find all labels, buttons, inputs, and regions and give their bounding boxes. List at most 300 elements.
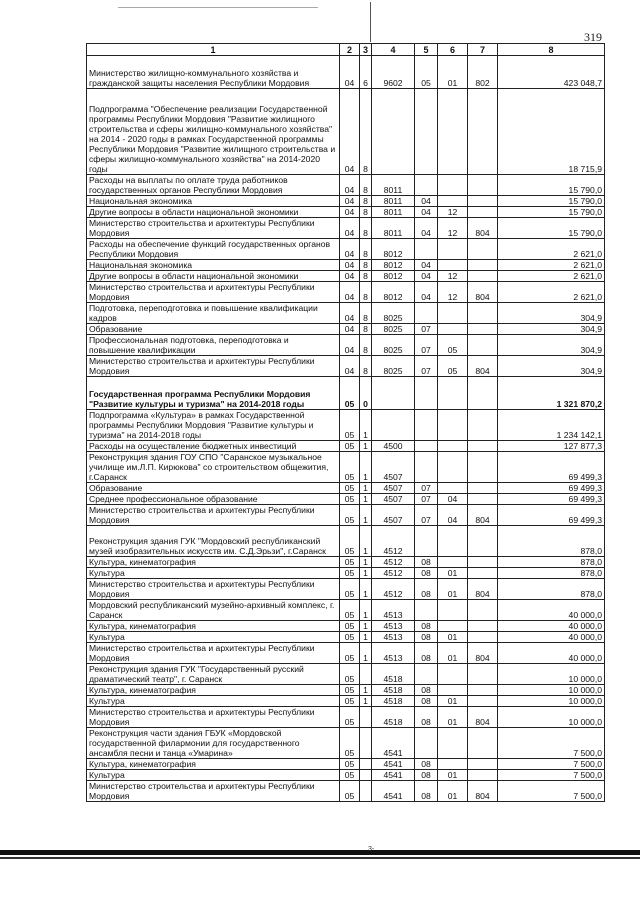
table-row [87,759,605,770]
table-row [87,56,605,89]
row-code-3: 8 [360,335,372,356]
table-row [87,526,605,557]
table-row [87,175,605,196]
row-code-7 [468,452,498,483]
row-code-3: 8 [360,356,372,377]
row-name-cell: Образование [87,483,340,494]
row-code-3: 1 [360,696,372,707]
row-amount: 15 790,0 [498,207,605,218]
row-code-4: 4513 [372,600,415,621]
row-code-3: 1 [360,505,372,526]
row-amount: 2 621,0 [498,260,605,271]
row-code-3: 8 [360,175,372,196]
header-col-4: 4 [372,44,415,56]
row-code-5: 07 [415,335,438,356]
row-amount: 878,0 [498,526,605,557]
header-col-1: 1 [87,44,340,56]
row-amount: 304,9 [498,324,605,335]
table-row [87,324,605,335]
row-code-3: 8 [360,303,372,324]
row-code-2: 05 [340,579,360,600]
row-code-5: 08 [415,770,438,781]
row-amount: 10 000,0 [498,696,605,707]
row-code-6 [438,175,468,196]
bottom-scan-rule-thin [0,857,640,859]
row-code-6: 05 [438,335,468,356]
table-row [87,207,605,218]
row-code-4: 4513 [372,621,415,632]
row-code-6 [438,303,468,324]
row-code-4: 4518 [372,685,415,696]
row-code-3: 1 [360,568,372,579]
row-name-cell: Министерство строительства и архитектуры Республики Мордовия [87,505,340,526]
table-row [87,377,605,410]
row-code-3: 1 [360,410,372,441]
row-code-4: 4507 [372,483,415,494]
row-amount: 304,9 [498,356,605,377]
row-name-cell: Другие вопросы в области национальной экономики [87,271,340,282]
row-code-2: 04 [340,175,360,196]
row-code-7 [468,175,498,196]
row-code-2: 05 [340,664,360,685]
row-code-5: 04 [415,260,438,271]
row-code-2: 05 [340,643,360,664]
row-code-4: 4507 [372,494,415,505]
row-code-7 [468,664,498,685]
row-code-5: 08 [415,632,438,643]
row-code-5: 08 [415,696,438,707]
row-code-6 [438,324,468,335]
row-amount: 127 877,3 [498,441,605,452]
row-code-3: 6 [360,56,372,89]
row-name-cell: Культура [87,568,340,579]
row-amount: 69 499,3 [498,494,605,505]
row-amount: 2 621,0 [498,282,605,303]
top-scan-line [118,7,318,8]
row-code-6: 12 [438,282,468,303]
row-code-2: 05 [340,377,360,410]
table-row [87,483,605,494]
row-code-3: 1 [360,483,372,494]
row-name-cell: Другие вопросы в области национальной экономики [87,207,340,218]
row-code-5 [415,664,438,685]
row-code-2: 05 [340,685,360,696]
row-code-6: 01 [438,707,468,728]
row-code-3 [360,770,372,781]
row-code-4: 4512 [372,568,415,579]
row-amount: 69 499,3 [498,452,605,483]
row-amount: 40 000,0 [498,600,605,621]
row-code-5: 04 [415,282,438,303]
row-name-cell: Образование [87,324,340,335]
row-name-cell: Среднее профессиональное образование [87,494,340,505]
row-code-7: 804 [468,643,498,664]
row-code-2: 04 [340,271,360,282]
row-amount: 878,0 [498,557,605,568]
table-row [87,632,605,643]
row-code-2: 05 [340,505,360,526]
table-row [87,271,605,282]
row-name-cell: Реконструкция части здания ГБУК «Мордовской государственной филармонии для государственного ансамбля песни и танца «Умарина» [87,728,340,759]
table-body [87,56,605,802]
row-code-7: 804 [468,781,498,802]
row-code-4 [372,89,415,175]
row-code-4: 4512 [372,579,415,600]
row-code-6 [438,600,468,621]
table-row [87,196,605,207]
row-code-2: 05 [340,568,360,579]
row-amount: 2 621,0 [498,271,605,282]
row-code-5 [415,441,438,452]
row-amount: 18 715,9 [498,89,605,175]
row-code-6 [438,260,468,271]
row-code-5: 08 [415,557,438,568]
row-code-2: 05 [340,410,360,441]
table-row [87,696,605,707]
row-code-5 [415,89,438,175]
row-name-cell: Культура [87,696,340,707]
row-name-cell: Реконструкция здания ГУК "Государственный русский драматический театр", г. Саранск [87,664,340,685]
row-code-5: 08 [415,685,438,696]
row-amount: 10 000,0 [498,685,605,696]
row-code-4: 4518 [372,664,415,685]
row-code-5: 08 [415,707,438,728]
table-row [87,410,605,441]
table-row [87,728,605,759]
row-code-2: 04 [340,89,360,175]
row-code-7: 804 [468,707,498,728]
row-code-5: 04 [415,196,438,207]
row-code-2: 05 [340,728,360,759]
row-code-7 [468,89,498,175]
row-name-cell: Национальная экономика [87,260,340,271]
row-code-2: 05 [340,759,360,770]
row-code-5 [415,452,438,483]
row-code-7 [468,335,498,356]
row-code-3: 1 [360,600,372,621]
row-code-4: 8011 [372,218,415,239]
row-code-7 [468,324,498,335]
row-code-2: 04 [340,196,360,207]
row-code-7 [468,600,498,621]
row-code-4: 4507 [372,505,415,526]
row-name-cell: Культура, кинематография [87,685,340,696]
row-amount: 10 000,0 [498,664,605,685]
table-row [87,770,605,781]
row-code-4: 4541 [372,770,415,781]
row-amount: 40 000,0 [498,643,605,664]
row-code-5: 07 [415,494,438,505]
row-code-6 [438,239,468,260]
row-code-6: 12 [438,271,468,282]
row-code-7 [468,441,498,452]
row-code-7 [468,759,498,770]
row-code-3: 1 [360,685,372,696]
row-code-5: 07 [415,324,438,335]
row-code-6: 01 [438,56,468,89]
row-amount: 15 790,0 [498,196,605,207]
row-amount: 2 621,0 [498,239,605,260]
row-code-2: 04 [340,335,360,356]
row-code-3: 1 [360,621,372,632]
row-code-4: 8012 [372,282,415,303]
row-code-2: 05 [340,781,360,802]
row-code-2: 05 [340,770,360,781]
row-code-6 [438,728,468,759]
row-code-4: 8012 [372,271,415,282]
row-code-6 [438,452,468,483]
row-code-7 [468,239,498,260]
row-name-cell: Министерство строительства и архитектуры Республики Мордовия [87,218,340,239]
row-code-4: 8011 [372,196,415,207]
row-name-cell: Расходы на осуществление бюджетных инвестиций [87,441,340,452]
table-row [87,260,605,271]
row-code-5 [415,377,438,410]
row-name-cell: Министерство строительства и архитектуры Республики Мордовия [87,579,340,600]
row-code-4 [372,377,415,410]
row-code-3: 8 [360,260,372,271]
row-code-4: 4500 [372,441,415,452]
row-code-2: 05 [340,632,360,643]
row-amount: 423 048,7 [498,56,605,89]
row-amount: 15 790,0 [498,175,605,196]
row-code-5: 07 [415,505,438,526]
row-code-2: 04 [340,324,360,335]
row-code-7 [468,526,498,557]
row-amount: 40 000,0 [498,621,605,632]
row-code-6 [438,759,468,770]
row-code-3: 8 [360,218,372,239]
row-code-3: 1 [360,643,372,664]
row-code-6: 04 [438,494,468,505]
row-name-cell: Культура, кинематография [87,557,340,568]
row-code-6: 12 [438,207,468,218]
row-code-5 [415,600,438,621]
row-name-cell: Министерство строительства и архитектуры Республики Мордовия [87,643,340,664]
row-code-3: 1 [360,557,372,568]
row-code-2: 04 [340,356,360,377]
header-col-2: 2 [340,44,360,56]
row-code-6 [438,557,468,568]
row-code-6 [438,441,468,452]
row-amount: 878,0 [498,579,605,600]
row-code-7 [468,196,498,207]
row-code-3 [360,728,372,759]
row-name-cell: Культура, кинематография [87,759,340,770]
row-code-6: 01 [438,579,468,600]
row-name-cell: Расходы на выплаты по оплате труда работников государственных органов Республики Мордовия [87,175,340,196]
table-row [87,568,605,579]
row-code-4: 4518 [372,707,415,728]
row-code-2: 05 [340,483,360,494]
row-code-3: 8 [360,239,372,260]
table-row [87,239,605,260]
header-col-8: 8 [498,44,605,56]
row-code-2: 04 [340,207,360,218]
row-code-7 [468,685,498,696]
row-name-cell: Подпрограмма «Культура» в рамках Государственной программы Республики Мордовия "Развитие культуры и туризма" на 2014-2018 годы [87,410,340,441]
row-code-6: 01 [438,696,468,707]
row-amount: 7 500,0 [498,770,605,781]
row-code-3: 8 [360,89,372,175]
row-name-cell: Культура, кинематография [87,621,340,632]
table-row [87,89,605,175]
row-code-6: 04 [438,505,468,526]
table-row [87,505,605,526]
row-amount: 69 499,3 [498,505,605,526]
table-row [87,579,605,600]
row-amount: 304,9 [498,303,605,324]
row-code-4: 8012 [372,260,415,271]
row-code-6 [438,483,468,494]
table-row [87,664,605,685]
row-name-cell: Министерство строительства и архитектуры Республики Мордовия [87,781,340,802]
row-code-3: 1 [360,579,372,600]
row-name-cell: Национальная экономика [87,196,340,207]
row-code-7 [468,728,498,759]
row-code-3: 8 [360,282,372,303]
row-code-4: 4513 [372,632,415,643]
row-code-5 [415,175,438,196]
row-code-6: 01 [438,781,468,802]
table-row [87,643,605,664]
row-code-2: 04 [340,282,360,303]
row-code-3: 1 [360,632,372,643]
row-code-6 [438,621,468,632]
row-code-2: 05 [340,557,360,568]
page-number: 319 [584,30,602,44]
row-code-4: 8012 [372,239,415,260]
row-code-7 [468,632,498,643]
table-row [87,335,605,356]
row-code-4: 4541 [372,728,415,759]
row-code-7: 804 [468,218,498,239]
row-code-5: 08 [415,781,438,802]
row-code-4: 8025 [372,303,415,324]
table-row [87,685,605,696]
row-code-2: 04 [340,239,360,260]
row-code-2: 04 [340,56,360,89]
table-row [87,218,605,239]
row-code-7 [468,207,498,218]
row-code-3: 8 [360,207,372,218]
row-name-cell: Министерство строительства и архитектуры Республики Мордовия [87,356,340,377]
table-header-row [87,44,605,56]
row-code-4: 4512 [372,557,415,568]
row-code-6: 12 [438,218,468,239]
row-code-2: 05 [340,707,360,728]
row-code-2: 05 [340,600,360,621]
row-code-5: 08 [415,579,438,600]
row-code-2: 05 [340,696,360,707]
row-amount: 69 499,3 [498,483,605,494]
row-code-4: 4507 [372,452,415,483]
row-code-7 [468,621,498,632]
row-code-7: 804 [468,579,498,600]
row-code-3: 8 [360,324,372,335]
row-amount: 7 500,0 [498,759,605,770]
bottom-scan-rule [0,850,640,855]
row-code-6 [438,377,468,410]
row-code-3: 0 [360,377,372,410]
row-code-4: 8025 [372,335,415,356]
header-col-5: 5 [415,44,438,56]
header-col-3: 3 [360,44,372,56]
row-code-5 [415,728,438,759]
row-name-cell: Подготовка, переподготовка и повышение квалификации кадров [87,303,340,324]
row-code-4: 4518 [372,696,415,707]
row-code-7 [468,568,498,579]
row-code-7 [468,483,498,494]
row-code-4: 8011 [372,207,415,218]
row-code-7 [468,377,498,410]
row-name-cell: Государственная программа Республики Мордовия "Развитие культуры и туризма" на 2014-2018 годы [87,377,340,410]
row-code-3 [360,781,372,802]
row-code-6 [438,196,468,207]
row-amount: 10 000,0 [498,707,605,728]
row-code-4: 9602 [372,56,415,89]
budget-table [86,43,605,802]
row-name-cell: Реконструкция здания ГУК "Мордовский республиканский музей изобразительных искусств им. С.Д.Эрьзи", г.Саранск [87,526,340,557]
table-row [87,600,605,621]
row-code-4 [372,410,415,441]
table-row [87,621,605,632]
row-code-6: 01 [438,643,468,664]
row-code-5: 08 [415,643,438,664]
row-code-5: 04 [415,218,438,239]
row-code-5 [415,239,438,260]
row-code-3: 1 [360,452,372,483]
row-code-2: 05 [340,621,360,632]
row-code-6 [438,685,468,696]
row-code-3: 8 [360,271,372,282]
row-code-5 [415,526,438,557]
row-name-cell: Расходы на обеспечение функций государственных органов Республики Мордовия [87,239,340,260]
row-amount: 878,0 [498,568,605,579]
row-amount: 1 234 142,1 [498,410,605,441]
row-name-cell: Реконструкция здания ГОУ СПО "Саранское музыкальное училище им.Л.П. Кирюкова" со строительством общежития, г.Саранск [87,452,340,483]
row-code-4: 8025 [372,356,415,377]
row-code-3: 8 [360,196,372,207]
row-code-2: 04 [340,260,360,271]
row-code-3 [360,664,372,685]
footer-mark: 3- [368,846,375,853]
row-code-4: 4541 [372,781,415,802]
row-code-5: 08 [415,621,438,632]
row-code-7 [468,271,498,282]
header-col-6: 6 [438,44,468,56]
table-row [87,557,605,568]
row-code-3: 1 [360,526,372,557]
table-row [87,441,605,452]
header-col-7: 7 [468,44,498,56]
row-code-5 [415,410,438,441]
row-code-7: 804 [468,356,498,377]
row-code-2: 05 [340,526,360,557]
row-code-4: 8025 [372,324,415,335]
row-name-cell: Культура [87,632,340,643]
row-name-cell: Профессиональная подготовка, переподготовка и повышение квалификации [87,335,340,356]
row-code-7 [468,494,498,505]
row-amount: 304,9 [498,335,605,356]
top-scan-mark [370,2,371,42]
table-row [87,303,605,324]
row-code-7 [468,410,498,441]
table-row [87,494,605,505]
row-code-5: 07 [415,356,438,377]
row-name-cell: Культура [87,770,340,781]
row-code-5: 08 [415,759,438,770]
